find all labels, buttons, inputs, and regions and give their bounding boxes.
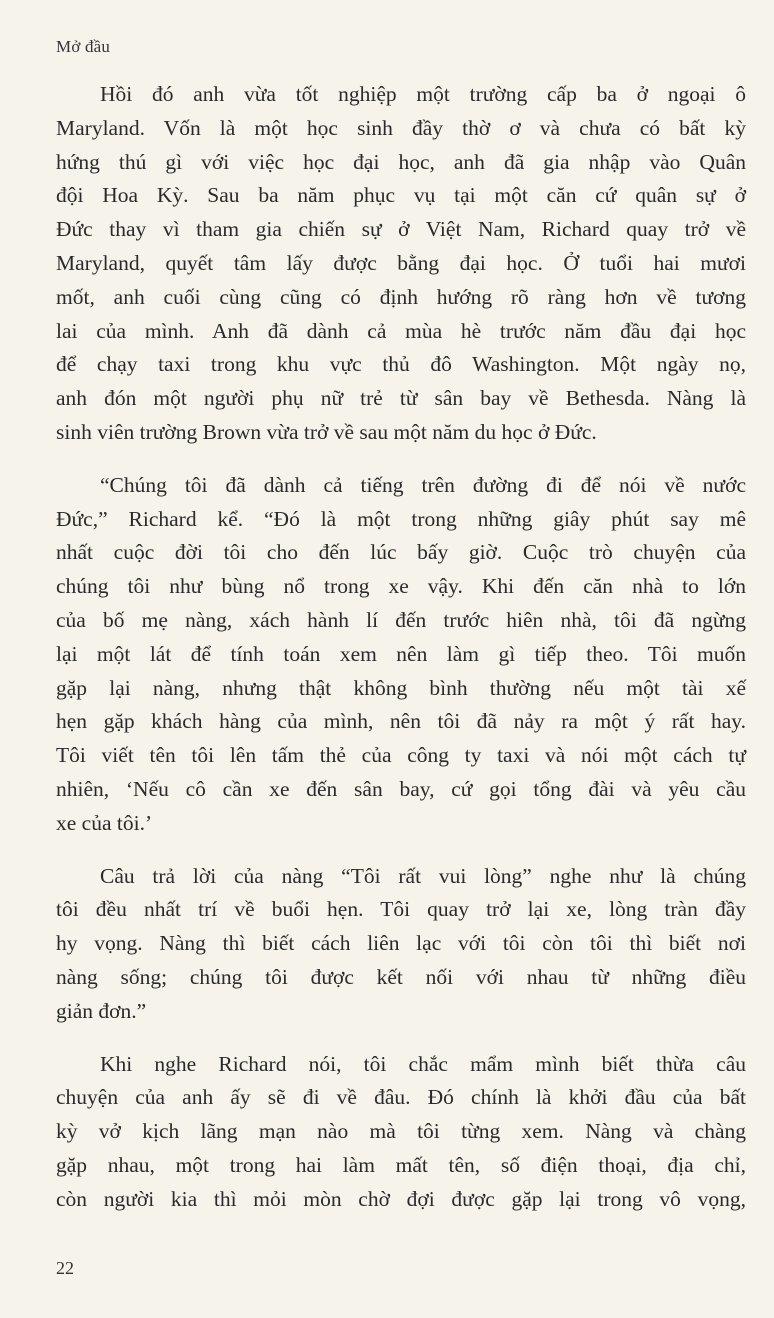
paragraph-2 bbox=[56, 469, 746, 841]
text-line: chúng tôi như bùng nổ trong xe vậy. Khi đến căn nhà to lớn bbox=[56, 574, 746, 599]
text-line: hẹn gặp khách hàng của mình, nên tôi đã nảy ra một ý rất hay. bbox=[56, 709, 746, 734]
text-line: của bố mẹ nàng, xách hành lí đến trước hiên nhà, tôi đã ngừng bbox=[56, 607, 746, 632]
text-line: sinh viên trường Brown vừa trở về sau một năm du học ở Đức. bbox=[56, 419, 597, 444]
text-line: Câu trả lời của nàng “Tôi rất vui lòng” nghe như là chúng bbox=[100, 863, 746, 888]
text-line: anh đón một người phụ nữ trẻ từ sân bay về Bethesda. Nàng là bbox=[56, 386, 746, 411]
text-line: lai của mình. Anh đã dành cả mùa hè trước năm đầu đại học bbox=[56, 318, 746, 343]
text-line: xe của tôi.’ bbox=[56, 810, 153, 835]
text-line: gặp nhau, một trong hai làm mất tên, số điện thoại, địa chỉ, bbox=[56, 1152, 746, 1177]
text-line: nàng sống; chúng tôi được kết nối với nhau từ những điều bbox=[56, 964, 746, 989]
paragraph-4 bbox=[56, 1048, 746, 1217]
text-line: Maryland, quyết tâm lấy được bằng đại học. Ở tuổi hai mươi bbox=[56, 250, 746, 275]
text-line: kỳ vở kịch lãng mạn nào mà tôi từng xem. Nàng và chàng bbox=[56, 1119, 746, 1144]
text-line: đội Hoa Kỳ. Sau ba năm phục vụ tại một căn cứ quân sự ở bbox=[56, 183, 746, 208]
text-line: Khi nghe Richard nói, tôi chắc mẩm mình biết thừa câu bbox=[100, 1051, 746, 1076]
text-line: gặp lại nàng, nhưng thật không bình thường nếu một tài xế bbox=[56, 675, 746, 700]
text-line: để chạy taxi trong khu vực thủ đô Washington. Một ngày nọ, bbox=[56, 352, 746, 377]
body-text bbox=[56, 78, 746, 1234]
text-line: Đức thay vì tham gia chiến sự ở Việt Nam, Richard quay trở về bbox=[56, 217, 746, 242]
text-line: Hồi đó anh vừa tốt nghiệp một trường cấp ba ở ngoại ô bbox=[100, 82, 746, 106]
text-line: tôi đều nhất trí về buổi hẹn. Tôi quay trở lại xe, lòng tràn đầy bbox=[56, 897, 746, 922]
paragraph-3 bbox=[56, 860, 746, 1029]
running-head: Mở đầu bbox=[56, 37, 111, 56]
text-line: “Chúng tôi đã dành cả tiếng trên đường đi để nói về nước bbox=[100, 472, 746, 497]
text-line: Maryland. Vốn là một học sinh đầy thờ ơ và chưa có bất kỳ bbox=[56, 115, 746, 140]
text-line: chuyện của anh ấy sẽ đi về đâu. Đó chính là khởi đầu của bất bbox=[56, 1085, 746, 1110]
text-line: nhiên, ‘Nếu cô cần xe đến sân bay, cứ gọi tổng đài và yêu cầu bbox=[56, 776, 746, 801]
text-line: lại một lát để tính toán xem nên làm gì tiếp theo. Tôi muốn bbox=[56, 641, 746, 666]
text-line: giản đơn.” bbox=[56, 998, 147, 1023]
text-line: nhất cuộc đời tôi cho đến lúc bấy giờ. Cuộc trò chuyện của bbox=[56, 540, 746, 565]
text-line: mốt, anh cuối cùng cũng có định hướng rõ ràng hơn về tương bbox=[56, 284, 746, 309]
paragraph-1 bbox=[56, 78, 746, 450]
text-line: Tôi viết tên tôi lên tấm thẻ của công ty taxi và nói một cách tự bbox=[56, 743, 746, 768]
page-number: 22 bbox=[56, 1258, 74, 1278]
text-line: Đức,” Richard kể. “Đó là một trong những giây phút say mê bbox=[56, 506, 746, 531]
text-line: hứng thú gì với việc học đại học, anh đã gia nhập vào Quân bbox=[56, 149, 746, 174]
text-line: còn người kia thì mỏi mòn chờ đợi được gặp lại trong vô vọng, bbox=[56, 1186, 746, 1211]
text-line: hy vọng. Nàng thì biết cách liên lạc với tôi còn tôi thì biết nơi bbox=[56, 931, 746, 956]
